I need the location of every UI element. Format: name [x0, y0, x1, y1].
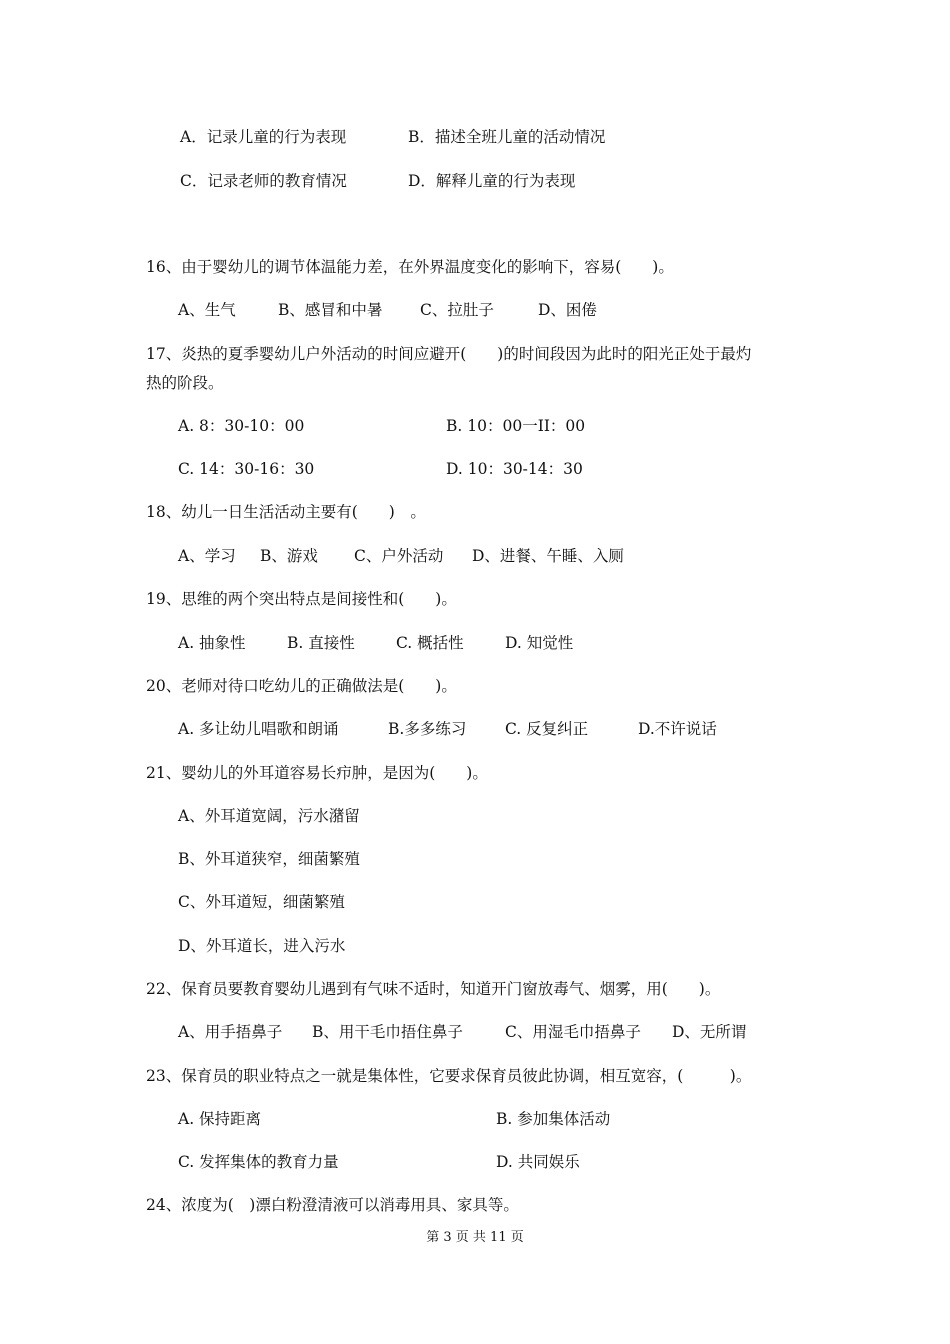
option-text: A. 多让幼儿唱歌和朗诵 — [178, 720, 339, 738]
option-text: B、用干毛巾捂住鼻子 — [312, 1023, 463, 1041]
option-text: D. 10：30-14：30 — [446, 460, 583, 478]
question-stem: 19、思维的两个突出特点是间接性和( )。 — [146, 590, 457, 608]
option-text: A、学习 — [178, 547, 236, 565]
option-text: C. 反复纠正 — [505, 720, 589, 738]
question-stem-continued: 热的阶段。 — [146, 374, 224, 392]
question-stem: 24、浓度为( )漂白粉澄清液可以消毒用具、家具等。 — [146, 1196, 519, 1214]
option-text: A、用手捂鼻子 — [178, 1023, 283, 1041]
question-stem: 17、炎热的夏季婴幼儿户外活动的时间应避开( )的时间段因为此时的阳光正处于最灼 — [146, 345, 752, 363]
option-text: C．记录老师的教育情况 — [180, 172, 347, 190]
option-text: B. 直接性 — [287, 634, 355, 652]
question-stem: 23、保育员的职业特点之一就是集体性，它要求保育员彼此协调，相互宽容，( )。 — [146, 1067, 752, 1085]
option-text: C. 概括性 — [396, 634, 464, 652]
option-text: C. 14：30-16：30 — [178, 460, 315, 478]
option-text: D、进餐、午睡、入厕 — [472, 547, 624, 565]
option-text: A. 8：30-10：00 — [178, 417, 305, 435]
option-text: D、无所谓 — [672, 1023, 747, 1041]
page-number-footer: 第 3 页 共 11 页 — [426, 1230, 524, 1245]
option-text: B.多多练习 — [388, 720, 467, 738]
option-text: C、外耳道短，细菌繁殖 — [178, 893, 345, 911]
option-text: B. 参加集体活动 — [496, 1110, 611, 1128]
option-text: D. 共同娱乐 — [496, 1153, 580, 1171]
option-text: D、外耳道长，进入污水 — [178, 937, 346, 955]
option-text: A．记录儿童的行为表现 — [180, 128, 347, 146]
option-text: A. 保持距离 — [178, 1110, 262, 1128]
question-stem: 22、保育员要教育婴幼儿遇到有气味不适时，知道开门窗放毒气、烟雾，用( )。 — [146, 980, 721, 998]
option-text: B、感冒和中暑 — [278, 301, 383, 319]
question-stem: 20、老师对待口吃幼儿的正确做法是( )。 — [146, 677, 457, 695]
option-text: A、生气 — [178, 301, 236, 319]
option-text: B、游戏 — [260, 547, 318, 565]
option-text: C、用湿毛巾捂鼻子 — [505, 1023, 641, 1041]
option-text: D．解释儿童的行为表现 — [408, 172, 576, 190]
option-text: B. 10：00一II：00 — [446, 417, 586, 435]
option-text: D.不许说话 — [638, 720, 717, 738]
option-text: C. 发挥集体的教育力量 — [178, 1153, 339, 1171]
option-text: A. 抽象性 — [178, 634, 246, 652]
question-stem: 16、由于婴幼儿的调节体温能力差，在外界温度变化的影响下，容易( )。 — [146, 258, 674, 276]
question-stem: 21、婴幼儿的外耳道容易长疖肿，是因为( )。 — [146, 764, 488, 782]
option-text: C、拉肚子 — [420, 301, 494, 319]
option-text: B．描述全班儿童的活动情况 — [408, 128, 606, 146]
option-text: C、户外活动 — [354, 547, 444, 565]
option-text: B、外耳道狭窄，细菌繁殖 — [178, 850, 360, 868]
question-stem: 18、幼儿一日生活活动主要有( ) 。 — [146, 503, 426, 521]
option-text: D、困倦 — [538, 301, 597, 319]
option-text: A、外耳道宽阔，污水潴留 — [178, 807, 360, 825]
option-text: D. 知觉性 — [505, 634, 574, 652]
